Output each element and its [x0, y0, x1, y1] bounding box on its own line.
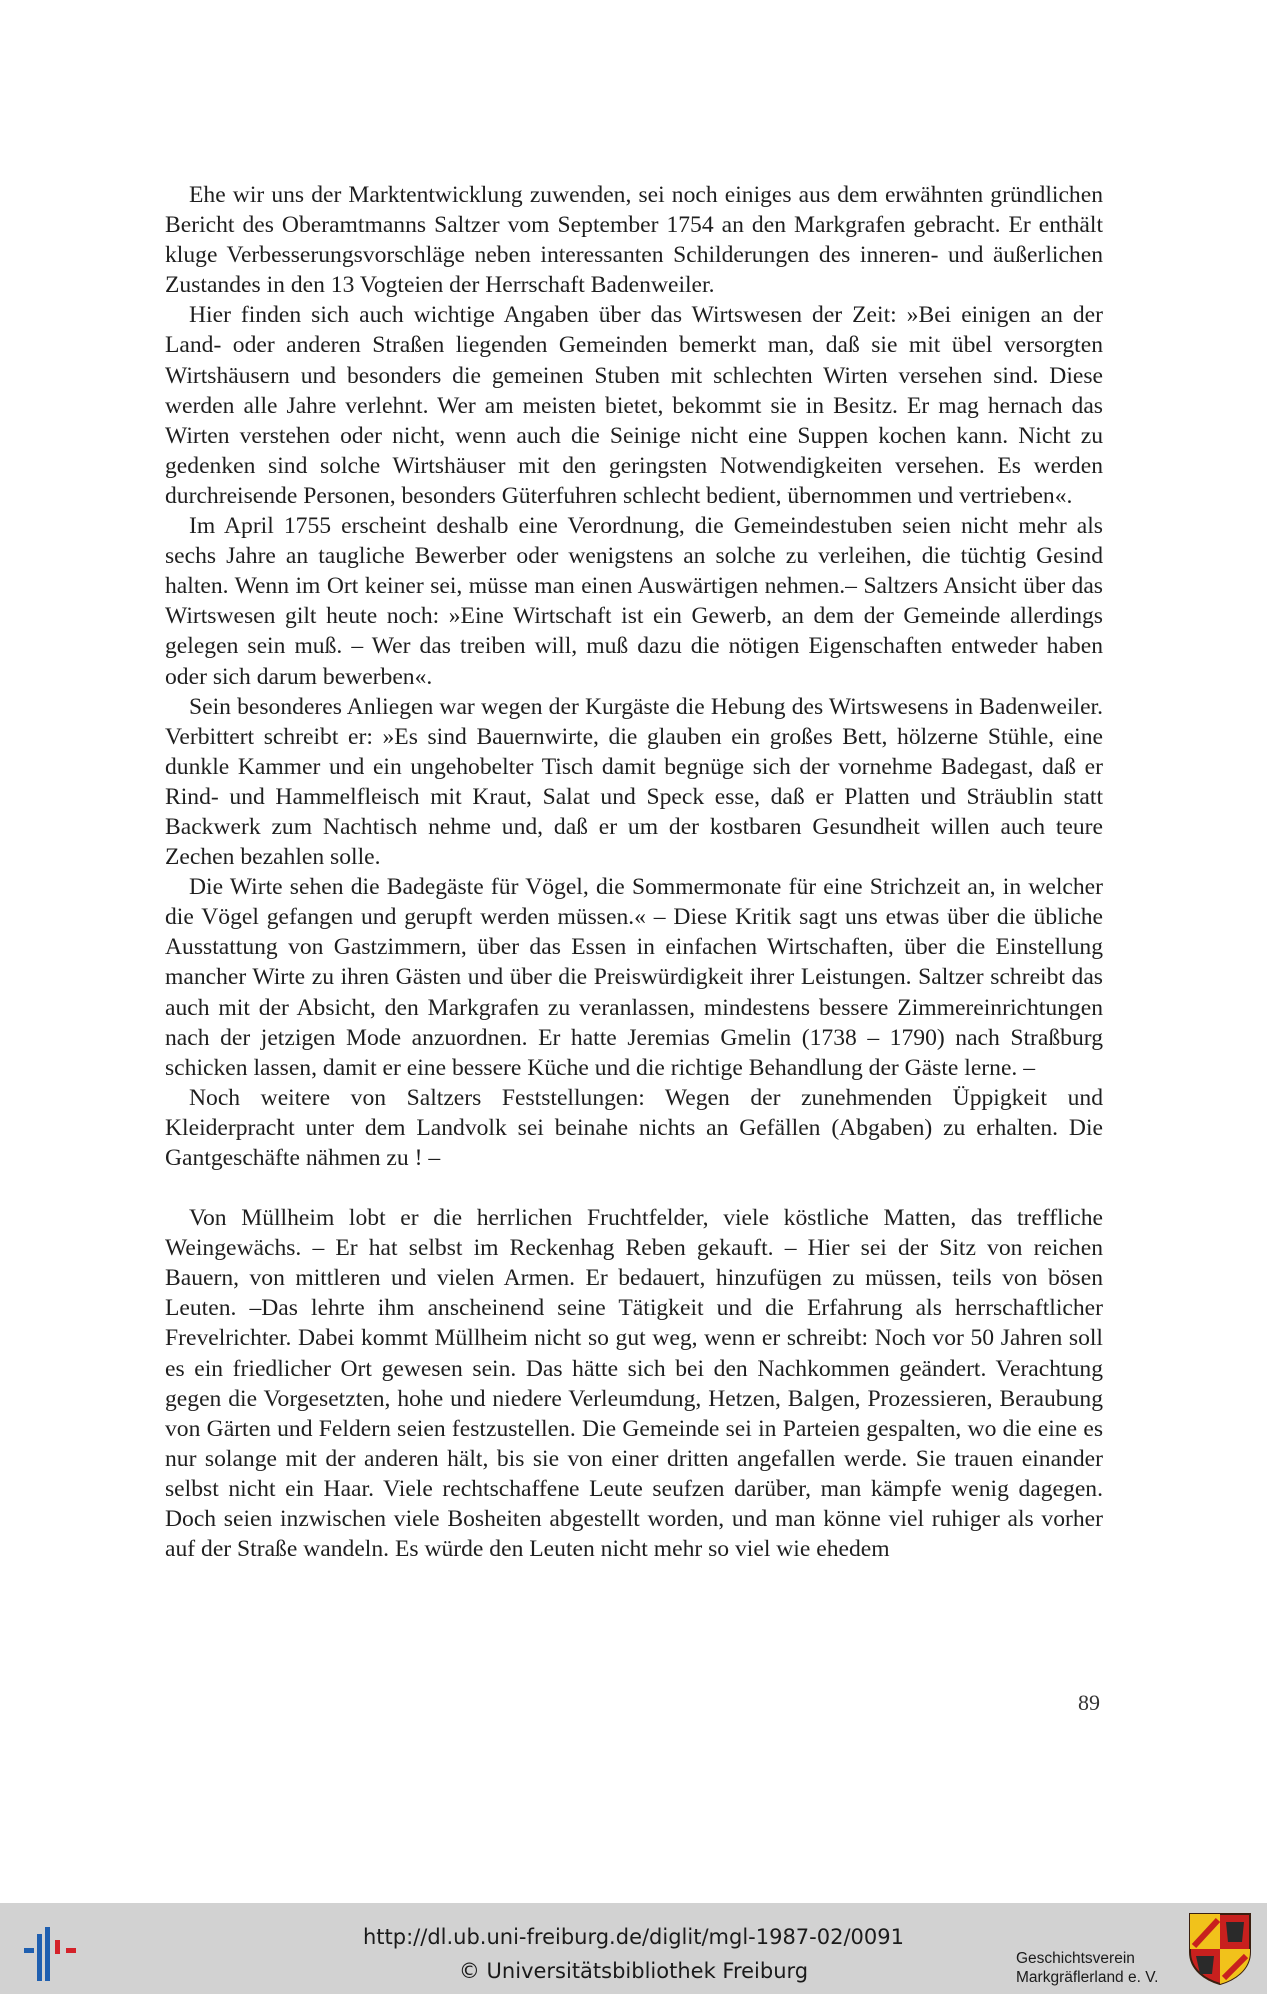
- paragraph: Hier finden sich auch wichtige Angaben über das Wirtswesen der Zeit: »Bei einigen an der Land- oder anderen Straßen liegenden Gemeinden bemerkt man, daß sie mit übel versorgten Wirtshäusern und besonders die gemeinen Stuben mit schlechten Wirten versehen sind. Diese werden alle Jahre verlehnt. Wer am meisten bietet, bekommt sie in Besitz. Er mag hernach das Wirten verstehen oder nicht, wenn auch die Seinige nicht eine Suppen kochen kann. Nicht zu gedenken sind solche Wirtshäuser mit den geringsten Notwendigkeiten versehen. Es werden durchreisende Personen, besonders Güterfuhren schlecht bedient, übernommen und vertrieben«.: [165, 302, 1103, 509]
- footer-bar: [0, 1903, 1267, 1994]
- copyright-notice: © Universitätsbibliothek Freiburg: [458, 1959, 809, 1983]
- paragraph: Von Müllheim lobt er die herrlichen Fruchtfelder, viele köstliche Matten, das treffliche Weingewächs. – Er hat selbst im Reckenhag Reben gekauft. – Hier sei der Sitz von reichen Bauern, von mittleren und vielen Armen. Er bedauert, hinzufügen zu müssen, teils von bösen Leuten. –Das lehrte ihm anscheinend seine Tätigkeit und die Erfahrung als herrschaftlicher Frevelrichter. Dabei kommt Müllheim nicht so gut weg, wenn er schreibt: Noch vor 50 Jahren soll es ein friedlicher Ort gewesen sein. Das hätte sich bei den Nachkommen geändert. Verachtung gegen die Vorgesetzten, hohe und niedere Verleumdung, Hetzen, Balgen, Prozessieren, Beraubung von Gärten und Feldern seien festzustellen. Die Gemeinde sei in Parteien gespalten, wo die eine es nur solange mit der anderen hält, bis sie von einer dritten angefallen werde. Sie trauen einander selbst nicht ein Haar. Viele rechtschaffene Leute seufzen darüber, man kämpfe wenig dagegen. Doch seien inzwischen viele Bosheiten abgestellt worden, und man könne viel ruhiger als vorher auf der Straße wandeln. Es würde den Leuten nicht mehr so viel wie ehedem: [165, 1205, 1103, 1563]
- paragraph: Ehe wir uns der Marktentwicklung zuwenden, sei noch einiges aus dem erwähnten gründlichen Bericht des Oberamtmanns Saltzer vom September 1754 an den Markgrafen gebracht. Er enthält kluge Verbesserungsvorschläge neben interessanten Schilderungen des inneren- und äußerlichen Zustandes in den 13 Vogteien der Herrschaft Badenweiler.: [165, 182, 1103, 299]
- paragraph: Noch weitere von Saltzers Feststellungen: Wegen der zunehmenden Üppigkeit und Kleiderpracht unter dem Landvolk sei beinahe nichts an Gefällen (Abgaben) zu erhalten. Die Gantgeschäfte nähmen zu ! –: [165, 1084, 1103, 1171]
- paragraph: Im April 1755 erscheint deshalb eine Verordnung, die Gemeindestuben seien nicht mehr als sechs Jahre an taugliche Bewerber oder wenigstens an solche zu verleihen, die tüchtig Gesind halten. Wenn im Ort keiner sei, müsse man einen Auswärtigen nehmen.– Saltzers Ansicht über das Wirtswesen gilt heute noch: »Eine Wirtschaft ist ein Gewerb, an dem der Gemeinde allerdings gelegen sein muß. – Wer das treiben will, muß dazu die nötigen Eigenschaften entweder haben oder sich darum bewerben«.: [165, 513, 1103, 690]
- society-name-line: Geschichtsverein: [1016, 1950, 1135, 1967]
- society-name-line: Markgräflerland e. V.: [1016, 1969, 1159, 1986]
- coat-of-arms-icon: [1188, 1912, 1252, 1986]
- page-body: [165, 180, 1103, 1564]
- paragraph: Die Wirte sehen die Badegäste für Vögel, die Sommermonate für eine Strichzeit an, in welcher die Vögel gefangen und gerupft werden müssen.« – Diese Kritik sagt uns etwas über die übliche Ausstattung von Gastzimmern, über das Essen in einfachen Wirtschaften, über die Einstellung mancher Wirte zu ihren Gästen und über die Preiswürdigkeit ihrer Leistungen. Saltzer schreibt das auch mit der Absicht, den Markgrafen zu veranlassen, mindestens bessere Zimmereinrichtungen nach der jetzigen Mode anzuordnen. Er hatte Jeremias Gmelin (1738 – 1790) nach Straßburg schicken lassen, damit er eine bessere Küche und die richtige Behandlung der Gäste lerne. –: [165, 874, 1103, 1081]
- society-name: [1016, 1949, 1158, 1987]
- paragraph: Sein besonderes Anliegen war wegen der Kurgäste die Hebung des Wirtswesens in Badenweiler. Verbittert schreibt er: »Es sind Bauernwirte, die glauben ein großes Bett, hölzerne Stühle, eine dunkle Kammer und ein ungehobelter Tisch damit begnüge sich der vornehme Badegast, daß er Rind- und Hammelfleisch mit Kraut, Salat und Speck esse, daß er Platten und Sträublin statt Backwerk zum Nachtisch nehme und, daß er um der kostbaren Gesundheit willen auch teure Zechen bezahlen solle.: [165, 693, 1103, 871]
- document-url-link[interactable]: http://dl.ub.uni-freiburg.de/diglit/mgl-1987-02/0091: [362, 1925, 904, 1949]
- page-number: 89: [1078, 1690, 1100, 1715]
